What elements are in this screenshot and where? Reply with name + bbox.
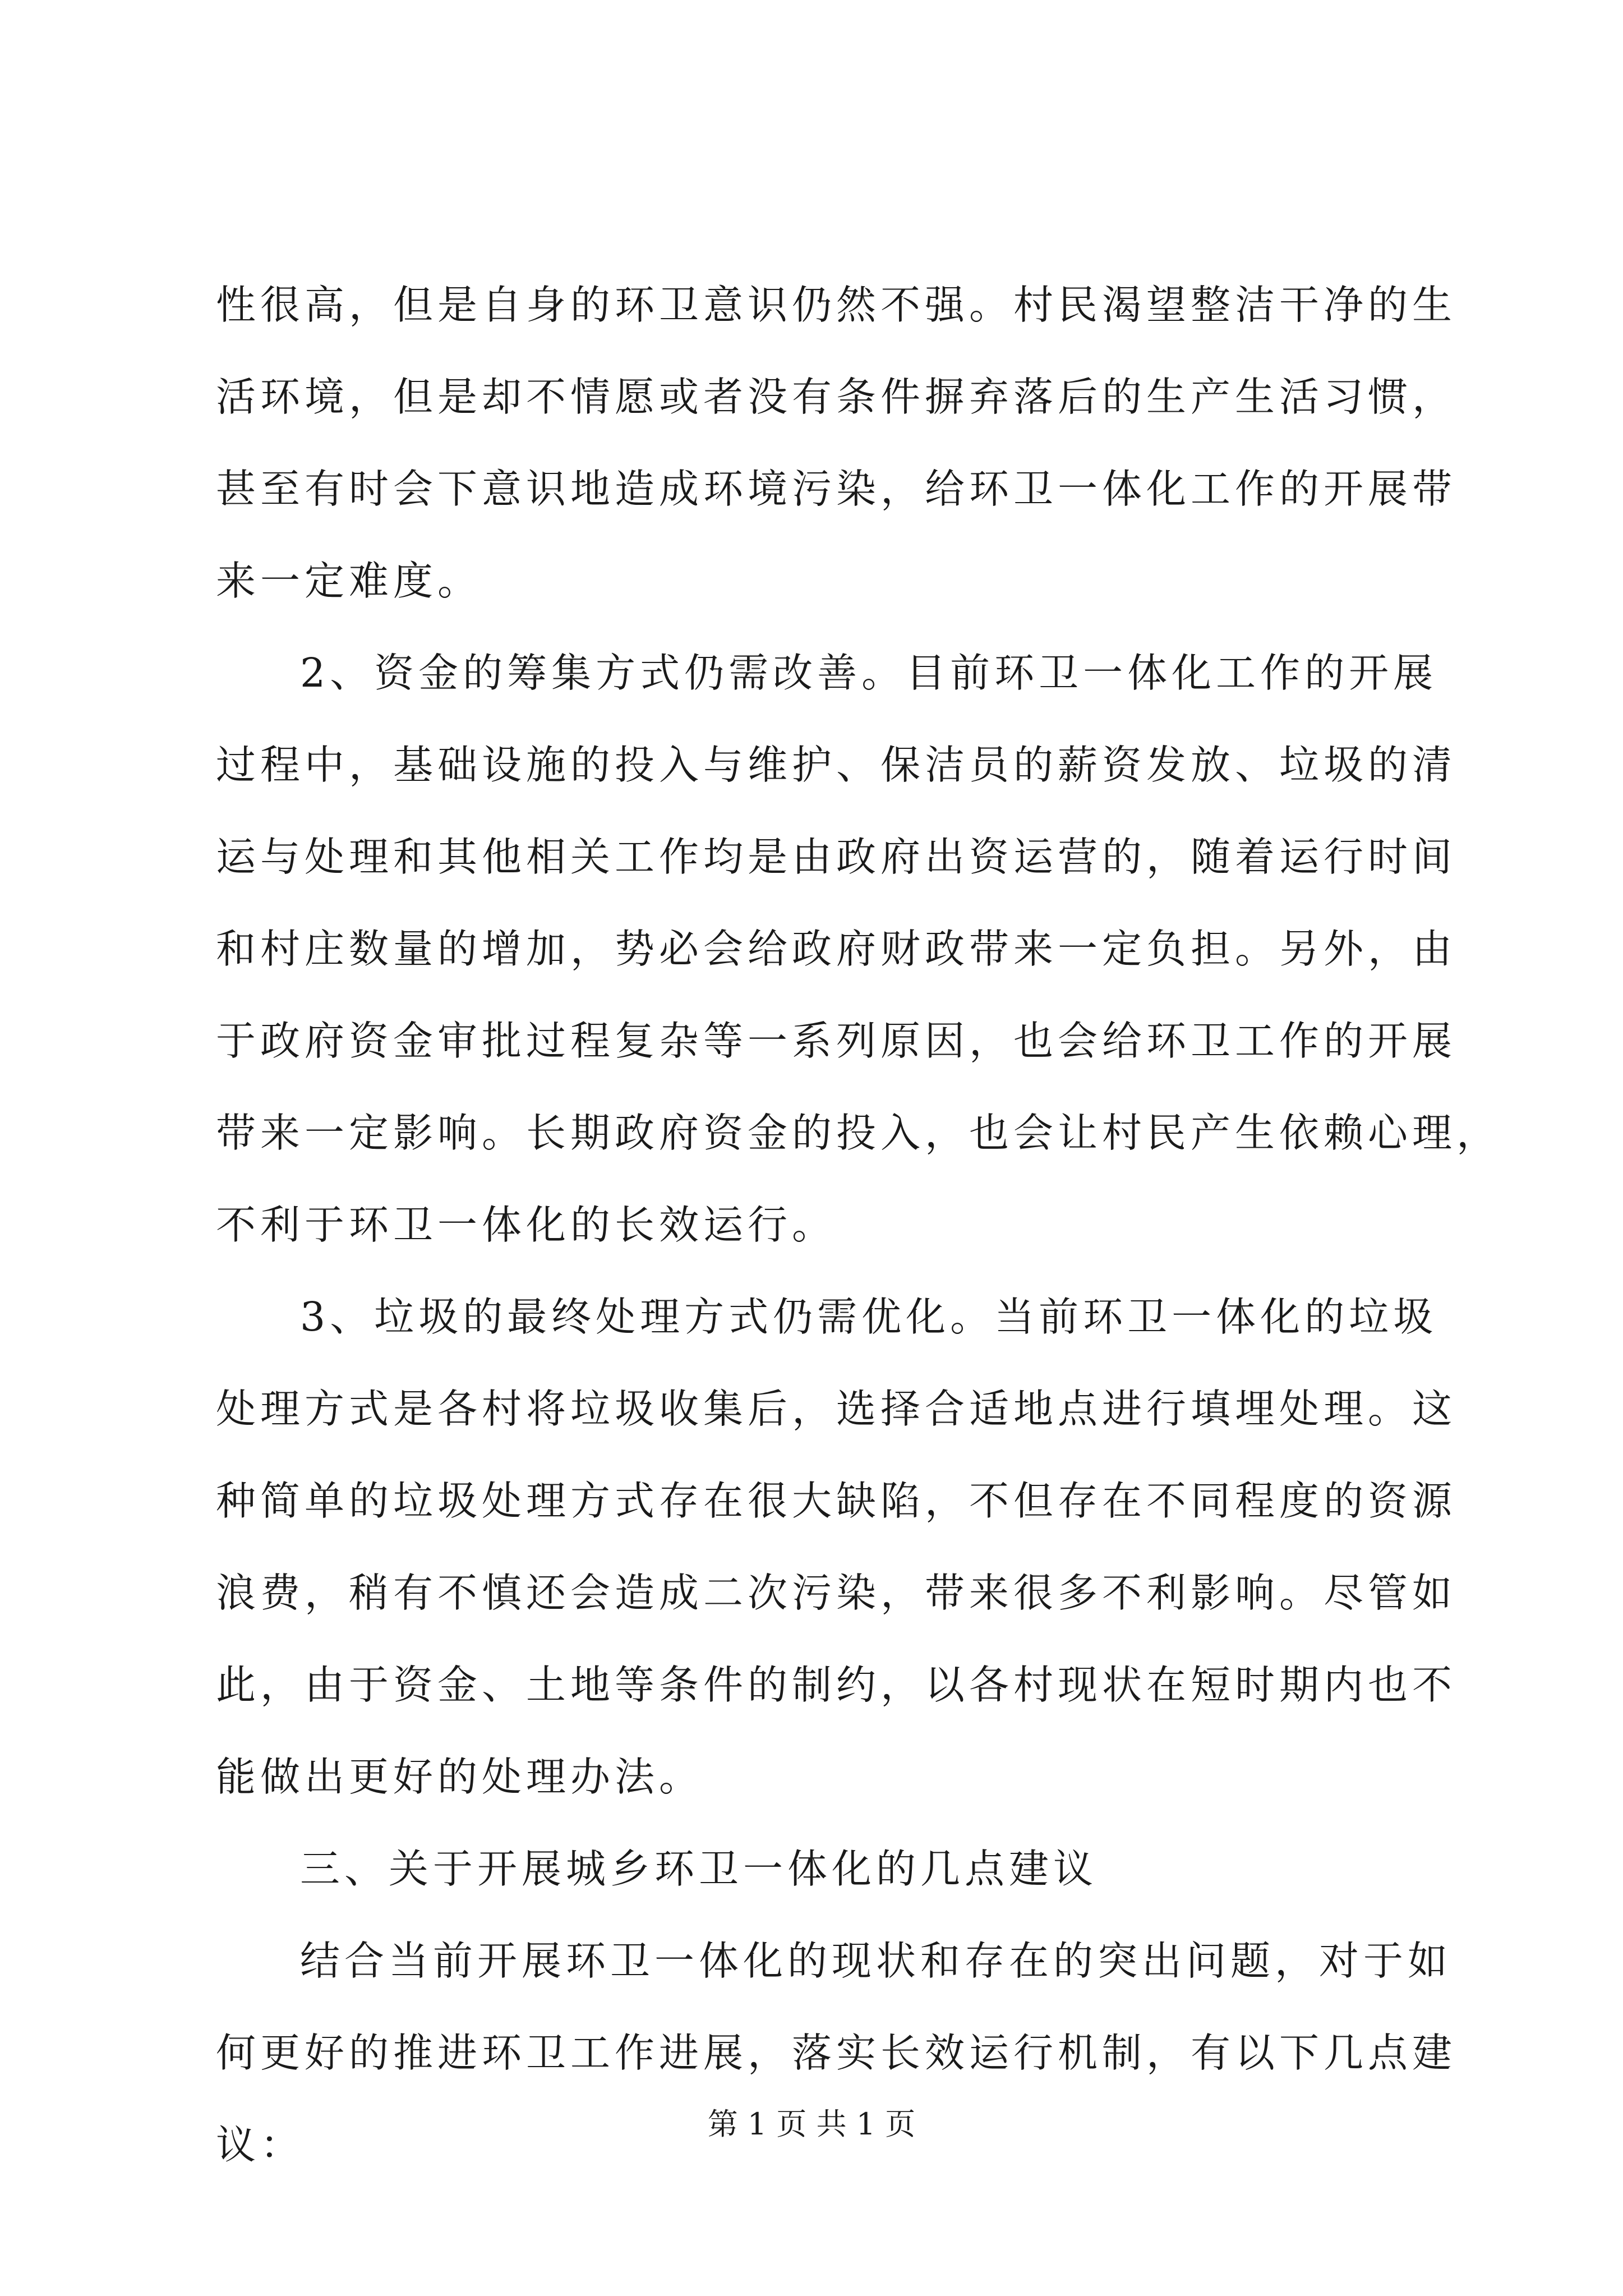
text-line: 不利于环卫一体化的长效运行。 [216,1202,837,1248]
text-line: 于政府资金审批过程复杂等一系列原因，也会给环卫工作的开展 [216,1018,1457,1064]
text-line: 种简单的垃圾处理方式存在很大缺陷，不但存在不同程度的资源 [216,1478,1457,1524]
text-line: 运与处理和其他相关工作均是由政府出资运营的，随着运行时间 [216,834,1457,880]
text-line: 过程中，基础设施的投入与维护、保洁员的薪资发放、垃圾的清 [216,742,1457,788]
text-line: 甚至有时会下意识地造成环境污染，给环卫一体化工作的开展带 [216,466,1457,512]
text-line: 和村庄数量的增加，势必会给政府财政带来一定负担。另外，由 [216,926,1457,972]
text-line: 处理方式是各村将垃圾收集后，选择合适地点进行填埋处理。这 [216,1386,1457,1432]
text-line: 活环境，但是却不情愿或者没有条件摒弃落后的生产生活习惯， [216,374,1457,420]
text-line: 议： [216,2122,305,2168]
text-line: 性很高，但是自身的环卫意识仍然不强。村民渴望整洁干净的生 [216,282,1457,328]
text-line: 能做出更好的处理办法。 [216,1754,704,1800]
paragraph-start-line: 结合当前开展环卫一体化的现状和存在的突出问题，对于如 [300,1938,1453,1984]
text-line: 来一定难度。 [216,558,482,604]
paragraph-start-line: 2、资金的筹集方式仍需改善。目前环卫一体化工作的开展 [300,650,1438,696]
page-footer: 第 1 页 共 1 页 [707,2106,916,2142]
text-line: 带来一定影响。长期政府资金的投入，也会让村民产生依赖心理， [216,1110,1501,1156]
section-heading: 三、关于开展城乡环卫一体化的几点建议 [300,1846,1098,1892]
text-line: 浪费，稍有不慎还会造成二次污染，带来很多不利影响。尽管如 [216,1570,1457,1616]
document-body [216,259,1501,2191]
text-line: 此，由于资金、土地等条件的制约，以各村现状在短时期内也不 [216,1662,1457,1708]
paragraph-start-line: 3、垃圾的最终处理方式仍需优化。当前环卫一体化的垃圾 [300,1294,1438,1340]
text-line: 何更好的推进环卫工作进展，落实长效运行机制，有以下几点建 [216,2030,1457,2076]
